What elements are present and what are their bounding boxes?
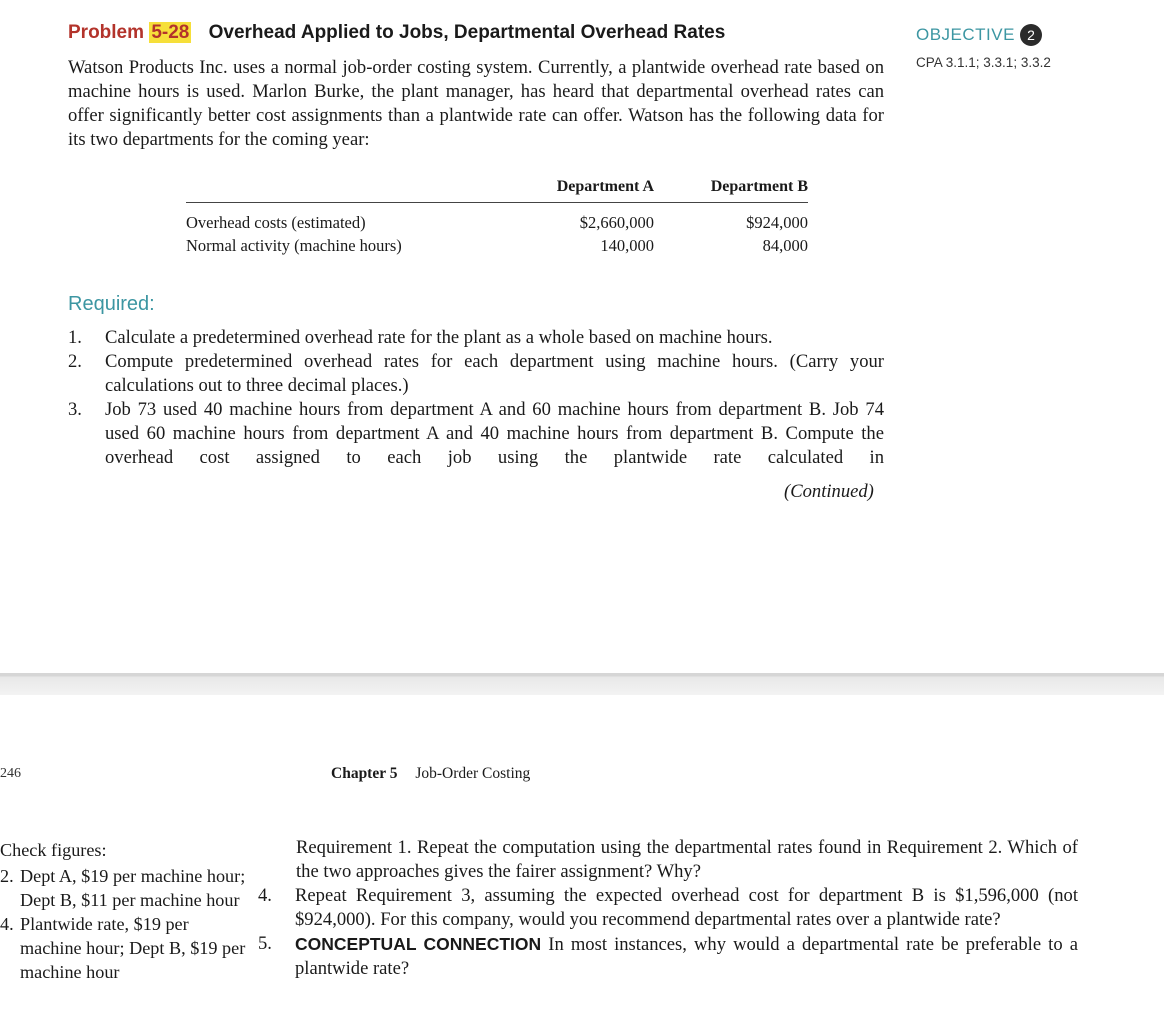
requirement-text: Compute predetermined overhead rates for each department using machine hours. (Carry your calculations out to three decimal places.) (105, 351, 884, 396)
check-figure-text: Dept A, $19 per machine hour; Dept B, $11 per machine hour (20, 866, 246, 910)
requirement-number: 2. (68, 351, 82, 372)
chapter-name: Job-Order Costing (415, 765, 531, 782)
requirement-text: Repeat Requirement 3, assuming the expected overhead cost for department B is $1,596,000 (not $924,000). For this company, would you recommend departmental rates over a plantwide rate? (295, 885, 1078, 930)
row-label-activity: Normal activity (machine hours) (186, 236, 402, 255)
list-item (258, 932, 1078, 981)
page-number: 246 (0, 766, 21, 781)
problem-title: Overhead Applied to Jobs, Departmental Overhead Rates (208, 22, 726, 43)
conceptual-connection-text: In most instances, why would a departmental rate be preferable to a plantwide rate? (295, 934, 1078, 979)
conceptual-connection-label: CONCEPTUAL CONNECTION (295, 934, 542, 954)
problem-number: 5-28 (151, 22, 190, 43)
department-data-table (186, 178, 808, 257)
check-figure-number: 2. (0, 866, 14, 886)
problem-intro: Watson Products Inc. uses a normal job-order costing system. Currently, a plantwide overhead rate based on machine hours is used. Marlon Burke, the plant manager, has heard that departmental overhead rates can offer significantly better cost assignments than a plantwide rate can offer. Watson has the following data for its two departments for the coming year: (68, 57, 884, 150)
requirement-number: 4. (258, 885, 272, 906)
requirement-3-continuation: Requirement 1. Repeat the computation using the departmental rates found in Requirement 2. Which of the two approaches gives the fairer assignment? Why? (296, 837, 1078, 882)
check-figure-number: 4. (0, 914, 14, 934)
requirements-list-continued (258, 884, 1078, 981)
list-item (68, 326, 884, 350)
row-label-overhead: Overhead costs (estimated) (186, 213, 366, 232)
cell-dept-a-activity: 140,000 (600, 236, 654, 255)
requirement-text (295, 932, 1078, 981)
requirement-text: Job 73 used 40 machine hours from department A and 60 machine hours from department B. Job 74 used 60 machine hours from department A and 40 machine hours from department B. Compute the overhead cost assigned to each job using the plantwide rate calculated in (105, 399, 884, 468)
table-row (186, 203, 808, 235)
page-divider (0, 673, 1164, 695)
list-item (0, 912, 250, 984)
table-header-dept-b: Department B (654, 178, 808, 203)
table-header-row (186, 178, 808, 203)
cell-dept-b-overhead: $924,000 (746, 213, 808, 232)
chapter-label: Chapter 5 (331, 765, 398, 782)
requirement-number: 5. (258, 933, 272, 954)
table-header-blank (186, 178, 498, 203)
problem-label: Problem (68, 22, 145, 43)
table-header-dept-a: Department A (498, 178, 654, 203)
requirement-text: Calculate a predetermined overhead rate for the plant as a whole based on machine hours. (105, 327, 773, 348)
list-item (258, 884, 1078, 932)
check-figures-heading: Check figures: (0, 840, 107, 860)
cpa-reference: CPA 3.1.1; 3.3.1; 3.3.2 (916, 55, 1051, 70)
requirement-number: 3. (68, 399, 82, 420)
required-heading: Required: (68, 293, 155, 315)
requirement-number: 1. (68, 327, 82, 348)
objective-badge (916, 24, 1042, 46)
requirements-list (68, 326, 884, 470)
list-item (0, 864, 250, 912)
chapter-running-head (331, 765, 530, 783)
cell-dept-a-overhead: $2,660,000 (579, 213, 654, 232)
list-item (68, 398, 884, 470)
check-figures-box (0, 838, 250, 984)
objective-number: 2 (1020, 24, 1042, 46)
problem-heading (68, 22, 725, 44)
continued-note: (Continued) (784, 481, 874, 502)
table-row (186, 234, 808, 257)
objective-label: OBJECTIVE (916, 25, 1015, 44)
cell-dept-b-activity: 84,000 (762, 236, 808, 255)
list-item (68, 350, 884, 398)
check-figure-text: Plantwide rate, $19 per machine hour; Dept B, $19 per machine hour (20, 914, 246, 982)
